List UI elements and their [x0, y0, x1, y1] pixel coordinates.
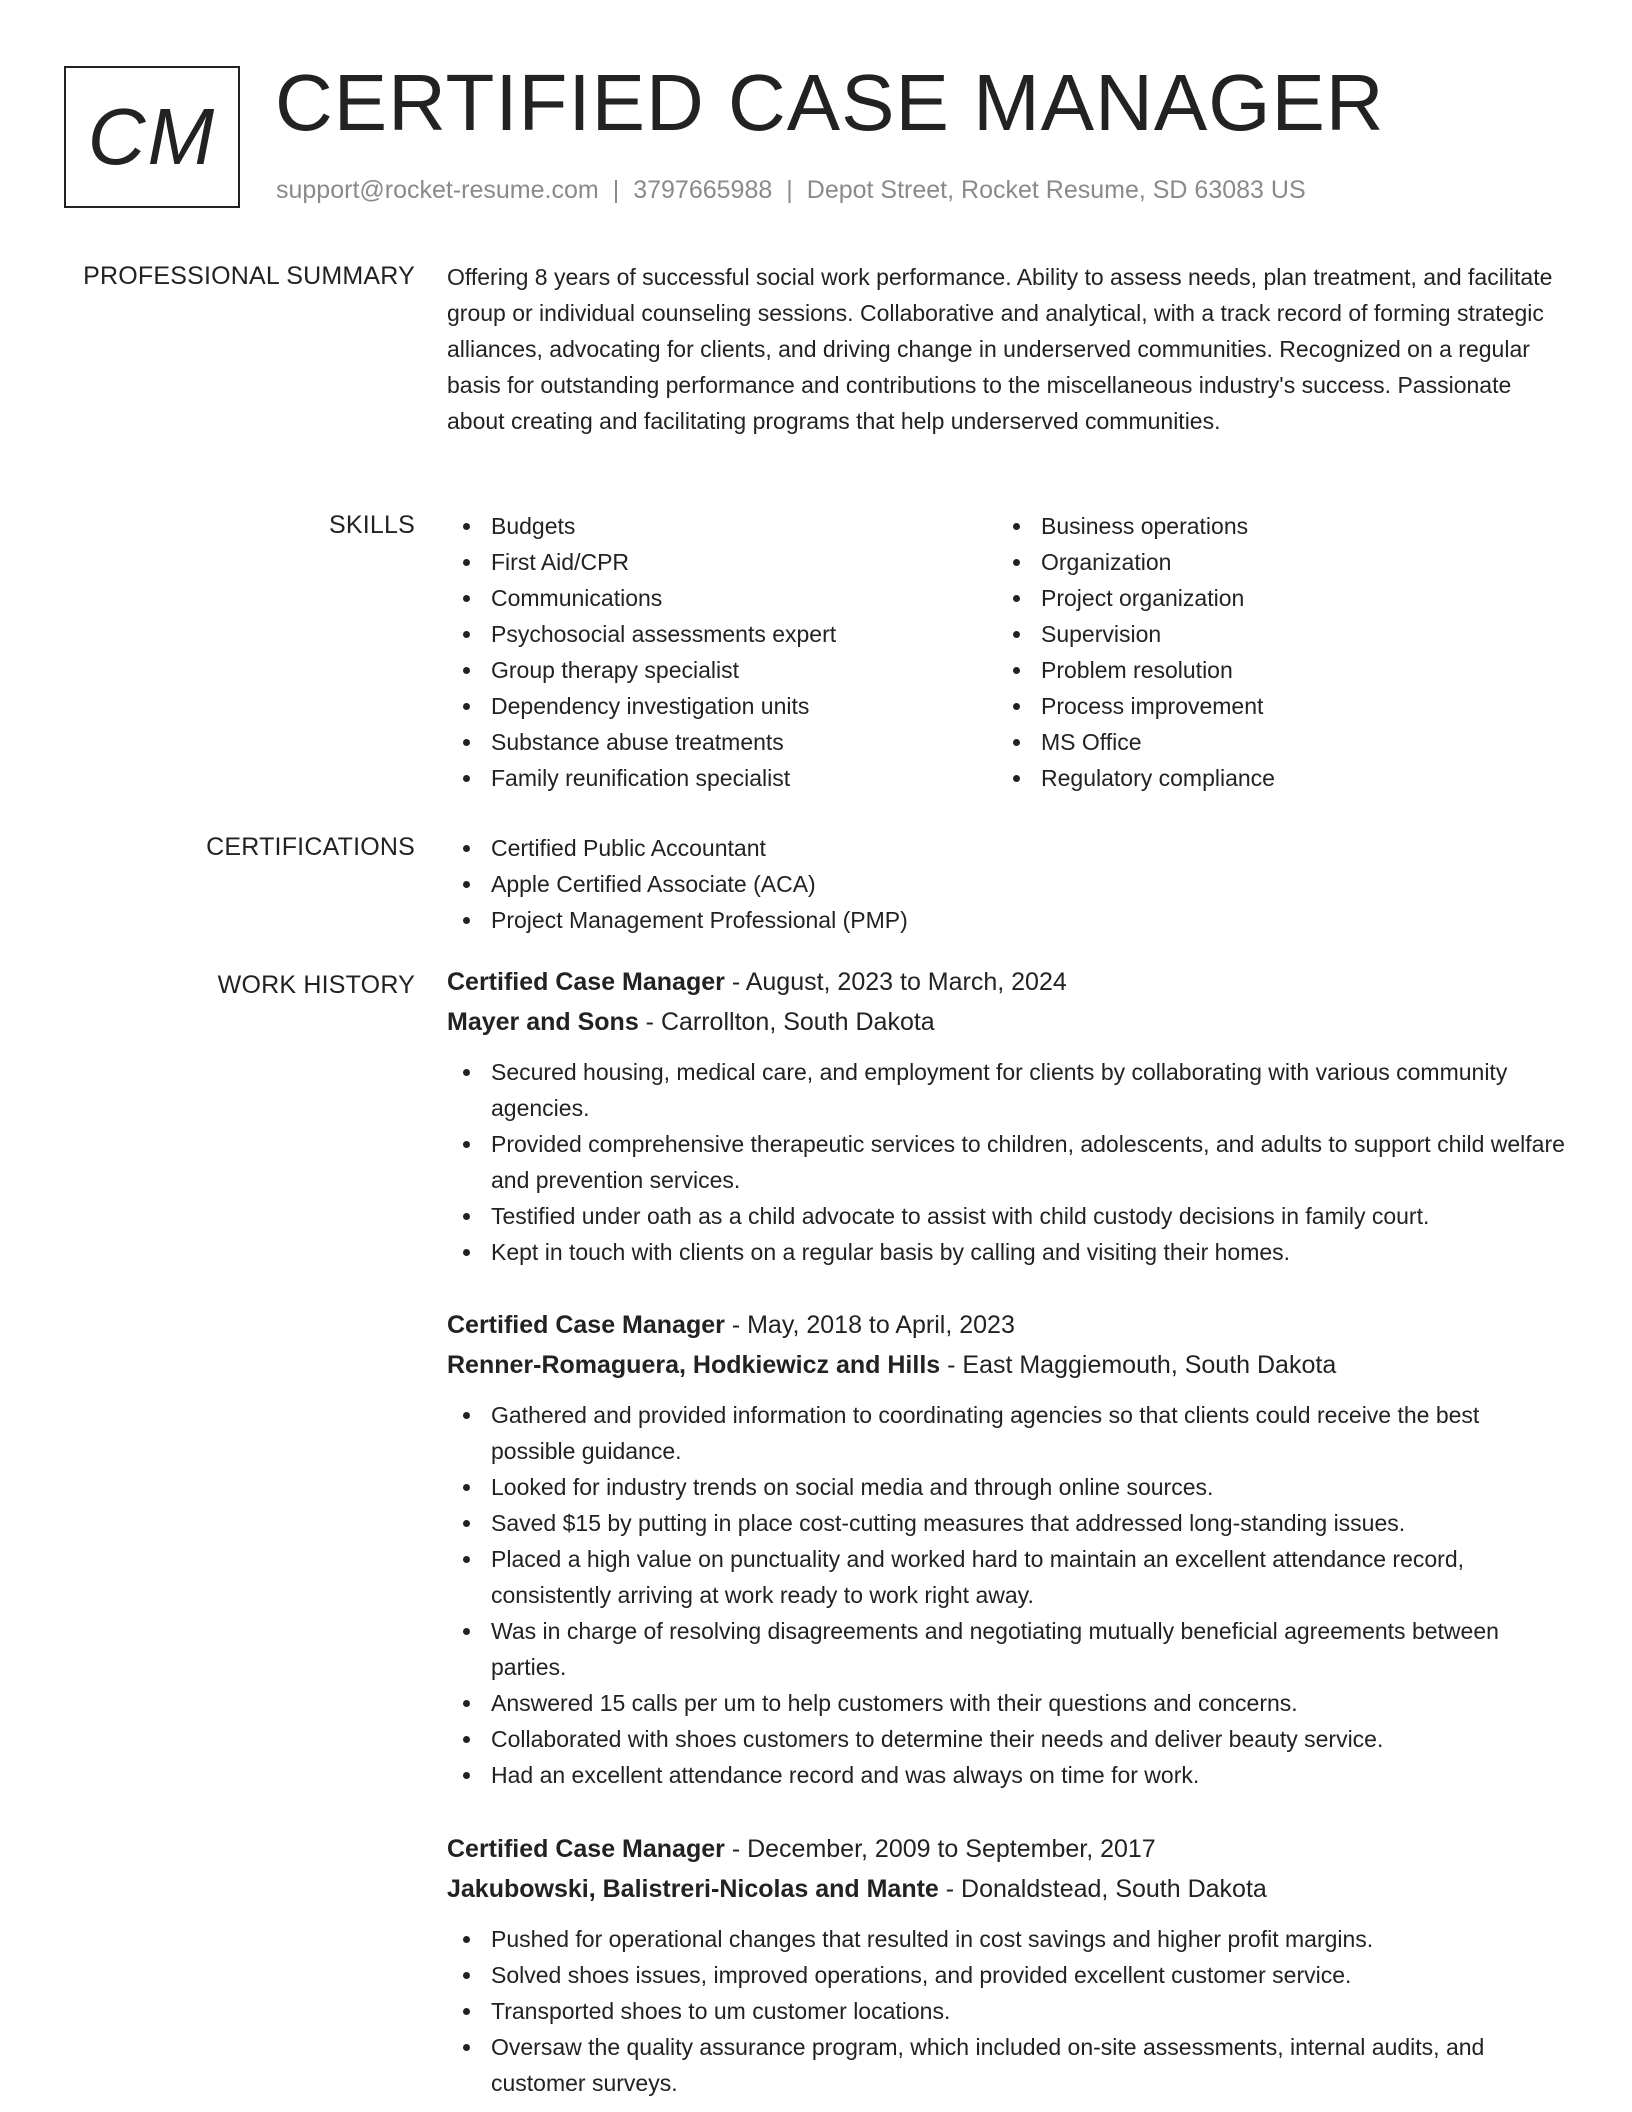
skill-item: Family reunification specialist	[447, 760, 997, 796]
summary-heading: PROFESSIONAL SUMMARY	[83, 262, 415, 290]
job-company-line	[447, 1345, 1567, 1385]
skill-item: Dependency investigation units	[447, 688, 997, 724]
job-bullet: Looked for industry trends on social media and through online sources.	[447, 1469, 1567, 1505]
job-bullet: Pushed for operational changes that resulted in cost savings and higher profit margins.	[447, 1921, 1567, 1957]
contact-phone[interactable]: 3797665988	[633, 176, 773, 204]
certifications-list	[447, 830, 1567, 938]
job-bullet: Transported shoes to um customer locations.	[447, 1993, 1567, 2029]
summary-text: Offering 8 years of successful social work performance. Ability to assess needs, plan treatment, and facilitate group or individual counseling sessions. Collaborative and analytical, with a track record of forming strategic alliances, advocating for clients, and driving change in underserved communities. Recognized on a regular basis for outstanding performance and contributions to the miscellaneous industry's success. Passionate about creating and facilitating programs that help underserved communities.	[447, 264, 1553, 434]
job-bullet: Collaborated with shoes customers to determine their needs and deliver beauty service.	[447, 1721, 1567, 1757]
skill-item: Project organization	[997, 580, 1547, 616]
certifications-heading: CERTIFICATIONS	[206, 833, 415, 861]
job-bullets	[447, 1054, 1567, 1270]
job-location: - East Maggiemouth, South Dakota	[940, 1351, 1337, 1379]
skill-item: Process improvement	[997, 688, 1547, 724]
job-bullet: Gathered and provided information to coordinating agencies so that clients could receive the best possible guidance.	[447, 1397, 1567, 1469]
job-bullet: Was in charge of resolving disagreements and negotiating mutually beneficial agreements between parties.	[447, 1613, 1567, 1685]
job-title-line	[447, 962, 1567, 1002]
job-title: Certified Case Manager	[447, 1835, 725, 1863]
job-bullet: Oversaw the quality assurance program, which included on-site assessments, internal audits, and customer surveys.	[447, 2029, 1567, 2101]
certification-item: Project Management Professional (PMP)	[447, 902, 1567, 938]
job-bullet: Solved shoes issues, improved operations, and provided excellent customer service.	[447, 1957, 1567, 1993]
job-entry	[447, 1829, 1567, 2101]
skill-item: Business operations	[997, 508, 1547, 544]
job-bullet: Provided comprehensive therapeutic services to children, adolescents, and adults to support child welfare and prevention services.	[447, 1126, 1567, 1198]
certification-item: Apple Certified Associate (ACA)	[447, 866, 1567, 902]
job-bullet: Kept in touch with clients on a regular basis by calling and visiting their homes.	[447, 1234, 1567, 1270]
job-entry	[447, 962, 1567, 1270]
certification-item: Certified Public Accountant	[447, 830, 1567, 866]
skill-item: Budgets	[447, 508, 997, 544]
job-dates: - August, 2023 to March, 2024	[724, 968, 1067, 996]
job-dates: - May, 2018 to April, 2023	[724, 1311, 1015, 1339]
skill-item: Substance abuse treatments	[447, 724, 997, 760]
job-company: Jakubowski, Balistreri-Nicolas and Mante	[447, 1875, 939, 1903]
job-title-line	[447, 1829, 1567, 1869]
skill-item: Supervision	[997, 616, 1547, 652]
skills-list-left	[447, 508, 997, 796]
contact-email[interactable]: support@rocket-resume.com	[276, 176, 599, 204]
skill-item: First Aid/CPR	[447, 544, 997, 580]
job-bullet: Saved $15 by putting in place cost-cutting measures that addressed long-standing issues.	[447, 1505, 1567, 1541]
monogram-text: CM	[87, 92, 217, 181]
skills-heading: SKILLS	[329, 511, 415, 539]
job-bullets	[447, 1921, 1567, 2101]
job-title: Certified Case Manager	[447, 968, 725, 996]
job-location: - Donaldstead, South Dakota	[938, 1875, 1267, 1903]
job-location: - Carrollton, South Dakota	[638, 1008, 935, 1036]
contact-separator: |	[612, 176, 620, 204]
skill-item: MS Office	[997, 724, 1547, 760]
job-bullet: Secured housing, medical care, and employment for clients by collaborating with various community agencies.	[447, 1054, 1567, 1126]
job-bullet: Placed a high value on punctuality and worked hard to maintain an excellent attendance record, consistently arriving at work ready to work right away.	[447, 1541, 1567, 1613]
skill-item: Problem resolution	[997, 652, 1547, 688]
skill-item: Organization	[997, 544, 1547, 580]
contact-line	[276, 174, 1306, 206]
contact-address: Depot Street, Rocket Resume, SD 63083 US	[806, 176, 1306, 204]
job-title-line	[447, 1305, 1567, 1345]
job-company-line	[447, 1002, 1567, 1042]
job-company: Mayer and Sons	[447, 1008, 639, 1036]
skill-item: Regulatory compliance	[997, 760, 1547, 796]
skill-item: Psychosocial assessments expert	[447, 616, 997, 652]
contact-separator: |	[786, 176, 793, 204]
job-title: Certified Case Manager	[447, 1311, 725, 1339]
monogram	[64, 66, 240, 208]
certifications-body	[447, 830, 1567, 938]
job-company-line	[447, 1869, 1567, 1909]
job-dates: - December, 2009 to September, 2017	[724, 1835, 1156, 1863]
skills-columns	[447, 508, 1567, 796]
job-company: Renner-Romaguera, Hodkiewicz and Hills	[447, 1351, 941, 1379]
job-bullet: Testified under oath as a child advocate to assist with child custody decisions in family court.	[447, 1198, 1567, 1234]
work-history-heading: WORK HISTORY	[217, 971, 415, 999]
skill-item: Communications	[447, 580, 997, 616]
skills-list-right	[997, 508, 1547, 796]
job-bullets	[447, 1397, 1567, 1793]
job-bullet: Answered 15 calls per um to help customers with their questions and concerns.	[447, 1685, 1567, 1721]
job-bullet: Had an excellent attendance record and was always on time for work.	[447, 1757, 1567, 1793]
page-title: CERTIFIED CASE MANAGER	[275, 58, 1385, 147]
skill-item: Group therapy specialist	[447, 652, 997, 688]
job-entry	[447, 1305, 1567, 1793]
